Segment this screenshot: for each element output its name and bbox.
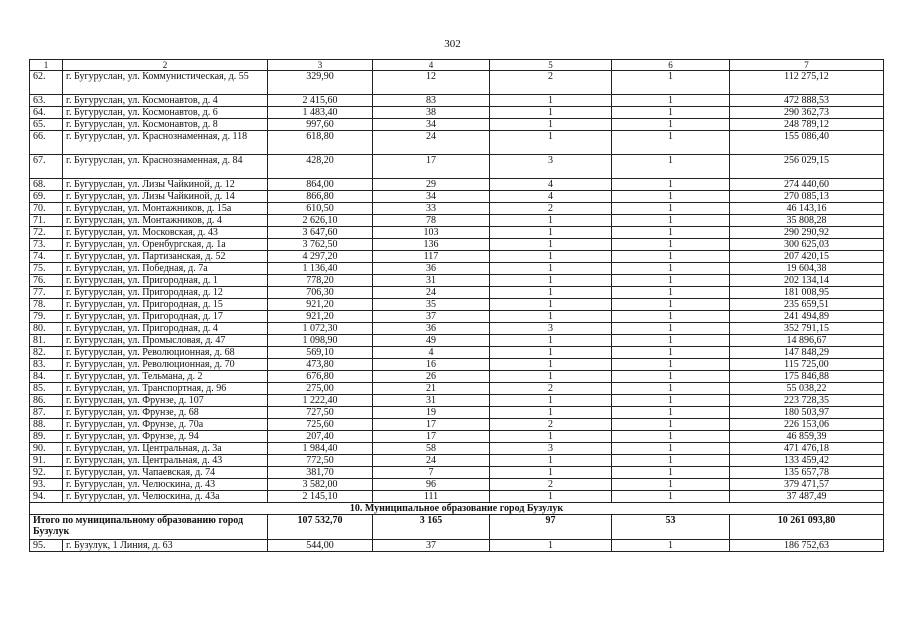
table-row — [30, 540, 884, 552]
address-cell: г. Бугуруслан, ул. Челюскина, д. 43 — [63, 479, 268, 491]
area-cell: 997,60 — [268, 119, 373, 131]
column-5-cell: 4 — [490, 191, 612, 203]
column-5-cell: 2 — [490, 419, 612, 431]
row-number: 64. — [30, 107, 63, 119]
area-cell: 3 647,60 — [268, 227, 373, 239]
residents-cell: 78 — [373, 215, 490, 227]
row-number: 81. — [30, 335, 63, 347]
residents-cell: 34 — [373, 191, 490, 203]
table-row — [30, 71, 884, 95]
area-cell: 2 626,10 — [268, 215, 373, 227]
residents-cell: 24 — [373, 455, 490, 467]
address-cell: г. Бугуруслан, ул. Фрунзе, д. 107 — [63, 395, 268, 407]
address-cell: г. Бугуруслан, ул. Центральная, д. 3а — [63, 443, 268, 455]
column-5-cell: 1 — [490, 107, 612, 119]
total-column-6-cell: 53 — [612, 515, 730, 540]
row-number: 73. — [30, 239, 63, 251]
row-number: 66. — [30, 131, 63, 155]
residents-cell: 38 — [373, 107, 490, 119]
column-header: 5 — [490, 60, 612, 71]
section-heading-row — [30, 503, 884, 515]
residents-cell: 111 — [373, 491, 490, 503]
area-cell: 1 136,40 — [268, 263, 373, 275]
table-row — [30, 407, 884, 419]
row-number: 94. — [30, 491, 63, 503]
area-cell: 1 072,30 — [268, 323, 373, 335]
table-row — [30, 359, 884, 371]
area-cell: 275,00 — [268, 383, 373, 395]
column-6-cell: 1 — [612, 335, 730, 347]
residents-cell: 17 — [373, 431, 490, 443]
table-row — [30, 335, 884, 347]
cost-cell: 202 134,14 — [730, 275, 884, 287]
table-row — [30, 227, 884, 239]
residents-cell: 24 — [373, 287, 490, 299]
column-5-cell: 2 — [490, 71, 612, 95]
area-cell: 3 762,50 — [268, 239, 373, 251]
section-title: 10. Муниципальное образование город Бузулук — [30, 503, 884, 515]
column-6-cell: 1 — [612, 239, 730, 251]
table-row — [30, 311, 884, 323]
column-header: 2 — [63, 60, 268, 71]
total-row — [30, 515, 884, 540]
area-cell: 381,70 — [268, 467, 373, 479]
area-cell: 921,20 — [268, 311, 373, 323]
column-5-cell: 1 — [490, 407, 612, 419]
column-6-cell: 1 — [612, 419, 730, 431]
address-cell: г. Бугуруслан, ул. Промысловая, д. 47 — [63, 335, 268, 347]
row-number: 75. — [30, 263, 63, 275]
column-6-cell: 1 — [612, 275, 730, 287]
area-cell: 1 222,40 — [268, 395, 373, 407]
residents-cell: 83 — [373, 95, 490, 107]
residents-cell: 12 — [373, 71, 490, 95]
address-cell: г. Бугуруслан, ул. Космонавтов, д. 6 — [63, 107, 268, 119]
row-number: 67. — [30, 155, 63, 179]
residents-cell: 37 — [373, 540, 490, 552]
address-cell: г. Бузулук, 1 Линия, д. 63 — [63, 540, 268, 552]
column-5-cell: 1 — [490, 395, 612, 407]
cost-cell: 186 752,63 — [730, 540, 884, 552]
cost-cell: 180 503,97 — [730, 407, 884, 419]
residents-cell: 103 — [373, 227, 490, 239]
column-6-cell: 1 — [612, 191, 730, 203]
row-number: 92. — [30, 467, 63, 479]
area-cell: 3 582,00 — [268, 479, 373, 491]
row-number: 68. — [30, 179, 63, 191]
column-5-cell: 4 — [490, 179, 612, 191]
column-6-cell: 1 — [612, 95, 730, 107]
row-number: 62. — [30, 71, 63, 95]
column-6-cell: 1 — [612, 323, 730, 335]
cost-cell: 300 625,03 — [730, 239, 884, 251]
column-6-cell: 1 — [612, 71, 730, 95]
column-6-cell: 1 — [612, 540, 730, 552]
address-cell: г. Бугуруслан, ул. Чапаевская, д. 74 — [63, 467, 268, 479]
address-cell: г. Бугуруслан, ул. Оренбургская, д. 1а — [63, 239, 268, 251]
cost-cell: 379 471,57 — [730, 479, 884, 491]
area-cell: 544,00 — [268, 540, 373, 552]
area-cell: 1 483,40 — [268, 107, 373, 119]
address-cell: г. Бугуруслан, ул. Краснознаменная, д. 84 — [63, 155, 268, 179]
address-cell: г. Бугуруслан, ул. Космонавтов, д. 4 — [63, 95, 268, 107]
cost-cell: 112 275,12 — [730, 71, 884, 95]
residents-cell: 21 — [373, 383, 490, 395]
row-number: 69. — [30, 191, 63, 203]
area-cell: 1 984,40 — [268, 443, 373, 455]
residents-cell: 49 — [373, 335, 490, 347]
table-row — [30, 443, 884, 455]
table-row — [30, 119, 884, 131]
cost-cell: 256 029,15 — [730, 155, 884, 179]
total-label: Итого по муниципальному образованию город Бузулук — [30, 515, 268, 540]
table-row — [30, 251, 884, 263]
column-6-cell: 1 — [612, 431, 730, 443]
column-6-cell: 1 — [612, 299, 730, 311]
address-cell: г. Бугуруслан, ул. Пригородная, д. 15 — [63, 299, 268, 311]
cost-cell: 55 038,22 — [730, 383, 884, 395]
cost-cell: 223 728,35 — [730, 395, 884, 407]
column-6-cell: 1 — [612, 263, 730, 275]
row-number: 74. — [30, 251, 63, 263]
area-cell: 921,20 — [268, 299, 373, 311]
table-row — [30, 215, 884, 227]
cost-cell: 207 420,15 — [730, 251, 884, 263]
residents-cell: 17 — [373, 419, 490, 431]
area-cell: 725,60 — [268, 419, 373, 431]
column-5-cell: 1 — [490, 335, 612, 347]
column-6-cell: 1 — [612, 371, 730, 383]
area-cell: 772,50 — [268, 455, 373, 467]
table-body — [30, 60, 884, 552]
column-5-cell: 1 — [490, 491, 612, 503]
cost-cell: 147 848,29 — [730, 347, 884, 359]
area-cell: 618,80 — [268, 131, 373, 155]
table-row — [30, 323, 884, 335]
table-row — [30, 263, 884, 275]
column-5-cell: 1 — [490, 455, 612, 467]
address-cell: г. Бугуруслан, ул. Лизы Чайкиной, д. 12 — [63, 179, 268, 191]
column-header: 7 — [730, 60, 884, 71]
cost-cell: 37 487,49 — [730, 491, 884, 503]
address-cell: г. Бугуруслан, ул. Монтажников, д. 15а — [63, 203, 268, 215]
area-cell: 727,50 — [268, 407, 373, 419]
residents-cell: 24 — [373, 131, 490, 155]
column-6-cell: 1 — [612, 407, 730, 419]
cost-cell: 35 808,28 — [730, 215, 884, 227]
housing-register-table — [29, 59, 884, 552]
address-cell: г. Бугуруслан, ул. Челюскина, д. 43а — [63, 491, 268, 503]
column-5-cell: 1 — [490, 239, 612, 251]
table-row — [30, 299, 884, 311]
cost-cell: 241 494,89 — [730, 311, 884, 323]
column-5-cell: 2 — [490, 203, 612, 215]
row-number: 71. — [30, 215, 63, 227]
area-cell: 676,80 — [268, 371, 373, 383]
table-row — [30, 347, 884, 359]
area-cell: 866,80 — [268, 191, 373, 203]
address-cell: г. Бугуруслан, ул. Партизанская, д. 52 — [63, 251, 268, 263]
residents-cell: 136 — [373, 239, 490, 251]
address-cell: г. Бугуруслан, ул. Тельмана, д. 2 — [63, 371, 268, 383]
address-cell: г. Бугуруслан, ул. Пригородная, д. 1 — [63, 275, 268, 287]
total-residents-cell: 3 165 — [373, 515, 490, 540]
table-row — [30, 395, 884, 407]
column-5-cell: 1 — [490, 215, 612, 227]
page-number: 302 — [444, 38, 461, 50]
cost-cell: 290 290,92 — [730, 227, 884, 239]
address-cell: г. Бугуруслан, ул. Фрунзе, д. 68 — [63, 407, 268, 419]
cost-cell: 235 659,51 — [730, 299, 884, 311]
table-row — [30, 479, 884, 491]
address-cell: г. Бугуруслан, ул. Краснознаменная, д. 118 — [63, 131, 268, 155]
column-6-cell: 1 — [612, 491, 730, 503]
residents-cell: 16 — [373, 359, 490, 371]
area-cell: 2 415,60 — [268, 95, 373, 107]
column-5-cell: 1 — [490, 311, 612, 323]
column-header: 4 — [373, 60, 490, 71]
residents-cell: 96 — [373, 479, 490, 491]
column-header: 1 — [30, 60, 63, 71]
column-5-cell: 1 — [490, 95, 612, 107]
table-row — [30, 419, 884, 431]
address-cell: г. Бугуруслан, ул. Центральная, д. 43 — [63, 455, 268, 467]
table-row — [30, 191, 884, 203]
area-cell: 2 145,10 — [268, 491, 373, 503]
total-area-cell: 107 532,70 — [268, 515, 373, 540]
table-row — [30, 107, 884, 119]
column-header: 3 — [268, 60, 373, 71]
table-row — [30, 371, 884, 383]
column-6-cell: 1 — [612, 251, 730, 263]
area-cell: 329,90 — [268, 71, 373, 95]
address-cell: г. Бугуруслан, ул. Победная, д. 7а — [63, 263, 268, 275]
residents-cell: 58 — [373, 443, 490, 455]
column-5-cell: 1 — [490, 299, 612, 311]
area-cell: 1 098,90 — [268, 335, 373, 347]
row-number: 72. — [30, 227, 63, 239]
area-cell: 706,30 — [268, 287, 373, 299]
table-row — [30, 203, 884, 215]
area-cell: 4 297,20 — [268, 251, 373, 263]
residents-cell: 31 — [373, 395, 490, 407]
cost-cell: 471 476,18 — [730, 443, 884, 455]
row-number: 86. — [30, 395, 63, 407]
column-5-cell: 1 — [490, 371, 612, 383]
column-6-cell: 1 — [612, 467, 730, 479]
row-number: 95. — [30, 540, 63, 552]
address-cell: г. Бугуруслан, ул. Фрунзе, д. 70а — [63, 419, 268, 431]
row-number: 85. — [30, 383, 63, 395]
row-number: 77. — [30, 287, 63, 299]
residents-cell: 34 — [373, 119, 490, 131]
area-cell: 610,50 — [268, 203, 373, 215]
column-5-cell: 1 — [490, 540, 612, 552]
area-cell: 207,40 — [268, 431, 373, 443]
column-5-cell: 1 — [490, 359, 612, 371]
row-number: 93. — [30, 479, 63, 491]
column-5-cell: 1 — [490, 263, 612, 275]
row-number: 87. — [30, 407, 63, 419]
residents-cell: 33 — [373, 203, 490, 215]
cost-cell: 270 085,13 — [730, 191, 884, 203]
column-5-cell: 1 — [490, 275, 612, 287]
column-5-cell: 1 — [490, 347, 612, 359]
address-cell: г. Бугуруслан, ул. Космонавтов, д. 8 — [63, 119, 268, 131]
cost-cell: 226 153,06 — [730, 419, 884, 431]
residents-cell: 26 — [373, 371, 490, 383]
address-cell: г. Бугуруслан, ул. Транспортная, д. 96 — [63, 383, 268, 395]
column-5-cell: 1 — [490, 227, 612, 239]
column-5-cell: 1 — [490, 251, 612, 263]
cost-cell: 133 459,42 — [730, 455, 884, 467]
total-cost-cell: 10 261 093,80 — [730, 515, 884, 540]
cost-cell: 19 604,38 — [730, 263, 884, 275]
address-cell: г. Бугуруслан, ул. Фрунзе, д. 94 — [63, 431, 268, 443]
row-number: 82. — [30, 347, 63, 359]
cost-cell: 46 143,16 — [730, 203, 884, 215]
column-6-cell: 1 — [612, 347, 730, 359]
residents-cell: 4 — [373, 347, 490, 359]
residents-cell: 31 — [373, 275, 490, 287]
area-cell: 864,00 — [268, 179, 373, 191]
row-number: 80. — [30, 323, 63, 335]
column-5-cell: 2 — [490, 383, 612, 395]
table-row — [30, 455, 884, 467]
address-cell: г. Бугуруслан, ул. Революционная, д. 68 — [63, 347, 268, 359]
cost-cell: 472 888,53 — [730, 95, 884, 107]
column-5-cell: 3 — [490, 155, 612, 179]
residents-cell: 19 — [373, 407, 490, 419]
address-cell: г. Бугуруслан, ул. Пригородная, д. 12 — [63, 287, 268, 299]
row-number: 89. — [30, 431, 63, 443]
table-row — [30, 491, 884, 503]
row-number: 79. — [30, 311, 63, 323]
residents-cell: 35 — [373, 299, 490, 311]
column-6-cell: 1 — [612, 155, 730, 179]
column-6-cell: 1 — [612, 215, 730, 227]
column-5-cell: 1 — [490, 467, 612, 479]
residents-cell: 36 — [373, 323, 490, 335]
column-5-cell: 1 — [490, 431, 612, 443]
column-6-cell: 1 — [612, 383, 730, 395]
cost-cell: 115 725,00 — [730, 359, 884, 371]
column-5-cell: 3 — [490, 443, 612, 455]
residents-cell: 37 — [373, 311, 490, 323]
area-cell: 428,20 — [268, 155, 373, 179]
table-row — [30, 275, 884, 287]
column-6-cell: 1 — [612, 443, 730, 455]
row-number: 83. — [30, 359, 63, 371]
table-row — [30, 95, 884, 107]
address-cell: г. Бугуруслан, ул. Московская, д. 43 — [63, 227, 268, 239]
column-6-cell: 1 — [612, 131, 730, 155]
address-cell: г. Бугуруслан, ул. Коммунистическая, д. 55 — [63, 71, 268, 95]
row-number: 90. — [30, 443, 63, 455]
column-6-cell: 1 — [612, 359, 730, 371]
column-6-cell: 1 — [612, 107, 730, 119]
residents-cell: 29 — [373, 179, 490, 191]
column-6-cell: 1 — [612, 455, 730, 467]
cost-cell: 175 846,88 — [730, 371, 884, 383]
column-5-cell: 1 — [490, 287, 612, 299]
row-number: 70. — [30, 203, 63, 215]
residents-cell: 117 — [373, 251, 490, 263]
address-cell: г. Бугуруслан, ул. Монтажников, д. 4 — [63, 215, 268, 227]
address-cell: г. Бугуруслан, ул. Пригородная, д. 17 — [63, 311, 268, 323]
total-column-5-cell: 97 — [490, 515, 612, 540]
cost-cell: 352 791,15 — [730, 323, 884, 335]
column-5-cell: 1 — [490, 131, 612, 155]
cost-cell: 155 086,40 — [730, 131, 884, 155]
column-5-cell: 2 — [490, 479, 612, 491]
area-cell: 473,80 — [268, 359, 373, 371]
table-row — [30, 155, 884, 179]
table-row — [30, 287, 884, 299]
table-row — [30, 239, 884, 251]
table-row — [30, 431, 884, 443]
cost-cell: 290 362,73 — [730, 107, 884, 119]
cost-cell: 46 859,39 — [730, 431, 884, 443]
column-6-cell: 1 — [612, 227, 730, 239]
row-number: 78. — [30, 299, 63, 311]
column-6-cell: 1 — [612, 287, 730, 299]
residents-cell: 17 — [373, 155, 490, 179]
address-cell: г. Бугуруслан, ул. Лизы Чайкиной, д. 14 — [63, 191, 268, 203]
row-number: 65. — [30, 119, 63, 131]
row-number: 91. — [30, 455, 63, 467]
column-6-cell: 1 — [612, 203, 730, 215]
column-5-cell: 3 — [490, 323, 612, 335]
table-row — [30, 131, 884, 155]
cost-cell: 135 657,78 — [730, 467, 884, 479]
residents-cell: 36 — [373, 263, 490, 275]
row-number: 84. — [30, 371, 63, 383]
column-header: 6 — [612, 60, 730, 71]
address-cell: г. Бугуруслан, ул. Пригородная, д. 4 — [63, 323, 268, 335]
cost-cell: 14 896,67 — [730, 335, 884, 347]
residents-cell: 7 — [373, 467, 490, 479]
column-6-cell: 1 — [612, 119, 730, 131]
column-5-cell: 1 — [490, 119, 612, 131]
column-6-cell: 1 — [612, 311, 730, 323]
table-row — [30, 179, 884, 191]
cost-cell: 274 440,60 — [730, 179, 884, 191]
column-6-cell: 1 — [612, 179, 730, 191]
cost-cell: 181 008,95 — [730, 287, 884, 299]
row-number: 76. — [30, 275, 63, 287]
table-row — [30, 383, 884, 395]
area-cell: 778,20 — [268, 275, 373, 287]
column-6-cell: 1 — [612, 395, 730, 407]
table-row — [30, 467, 884, 479]
cost-cell: 248 789,12 — [730, 119, 884, 131]
area-cell: 569,10 — [268, 347, 373, 359]
column-number-row — [30, 60, 884, 71]
row-number: 63. — [30, 95, 63, 107]
column-6-cell: 1 — [612, 479, 730, 491]
address-cell: г. Бугуруслан, ул. Революционная, д. 70 — [63, 359, 268, 371]
row-number: 88. — [30, 419, 63, 431]
